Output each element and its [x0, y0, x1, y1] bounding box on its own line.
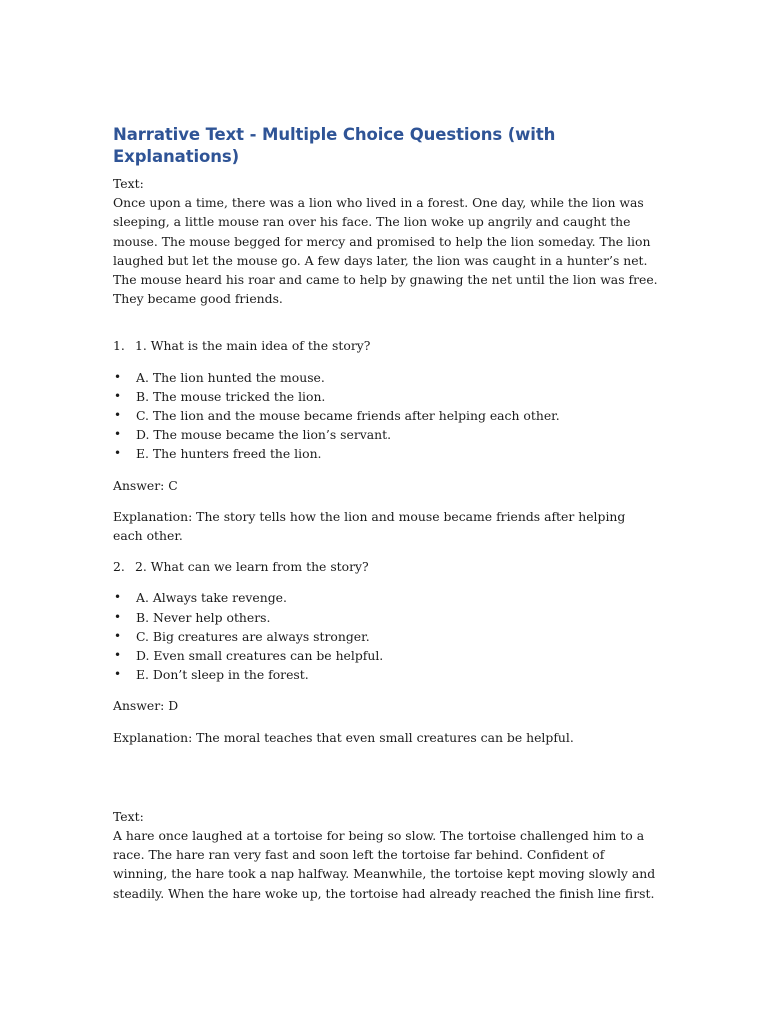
list-item	[113, 425, 658, 444]
option-text: B. The mouse tricked the lion.	[136, 388, 326, 404]
bullet-icon: •	[114, 369, 122, 384]
question-text: 2. What can we learn from the story?	[135, 559, 369, 575]
explanation-text: Explanation: The story tells how the lion and mouse became friends after helping each other.	[113, 508, 626, 544]
option-text: E. The hunters freed the lion.	[136, 446, 322, 462]
list-item	[113, 608, 658, 627]
list-item	[113, 444, 658, 463]
bullet-icon: •	[114, 388, 122, 403]
list-item	[113, 588, 658, 607]
explanation-text: Explanation: The moral teaches that even small creatures can be helpful.	[113, 729, 574, 745]
bullet-icon: •	[114, 648, 122, 663]
question-number: 2.	[113, 559, 125, 575]
list-item	[113, 646, 658, 665]
story-passage: Once upon a time, there was a lion who lived in a forest. One day, while the lion was sleeping, a little mouse ran over his face. The lion woke up angrily and caught the mouse. The mouse begged for mercy and promised to help the lion someday. The lion laughed but let the mouse go. A few days later, the lion was caught in a hunter’s net. The mouse heard his roar and came to help by gnawing the net until the lion was free. They became good friends.	[113, 195, 658, 307]
question-1	[113, 336, 658, 355]
bullet-icon: •	[114, 590, 122, 605]
list-item	[113, 368, 658, 387]
option-text: A. The lion hunted the mouse.	[136, 369, 325, 385]
document-page	[113, 124, 658, 903]
option-text: E. Don’t sleep in the forest.	[136, 667, 309, 683]
options-list	[113, 588, 658, 684]
text-label: Text:	[113, 176, 144, 191]
option-text: D. The mouse became the lion’s servant.	[136, 427, 392, 443]
bullet-icon: •	[114, 408, 122, 423]
bullet-icon: •	[114, 446, 122, 461]
text-label: Text:	[113, 808, 144, 824]
option-text: C. The lion and the mouse became friends after helping each other.	[136, 408, 560, 424]
bullet-icon: •	[114, 427, 122, 442]
document-title: Narrative Text - Multiple Choice Questions (with Explanations)	[113, 125, 556, 166]
list-item	[113, 627, 658, 646]
option-text: A. Always take revenge.	[136, 590, 287, 606]
list-item	[113, 406, 658, 425]
option-text: D. Even small creatures can be helpful.	[136, 648, 384, 664]
option-text: B. Never help others.	[136, 609, 271, 625]
question-2	[113, 557, 658, 576]
answer-text: Answer: C	[113, 477, 178, 493]
bullet-icon: •	[114, 609, 122, 624]
options-list	[113, 368, 658, 464]
bullet-icon: •	[114, 628, 122, 643]
bullet-icon: •	[114, 667, 122, 682]
answer-text: Answer: D	[113, 698, 179, 714]
question-text: 1. What is the main idea of the story?	[135, 338, 371, 354]
list-item	[113, 665, 658, 684]
question-number: 1.	[113, 338, 125, 354]
list-item	[113, 387, 658, 406]
option-text: C. Big creatures are always stronger.	[136, 628, 370, 644]
story-passage: A hare once laughed at a tortoise for being so slow. The tortoise challenged him to a race. The hare ran very fast and soon left the tortoise far behind. Confident of winning, the hare took a nap halfway. Meanwhile, the tortoise kept moving slowly and steadily. When the hare woke up, the tortoise had already reached the finish line first.	[113, 828, 656, 901]
